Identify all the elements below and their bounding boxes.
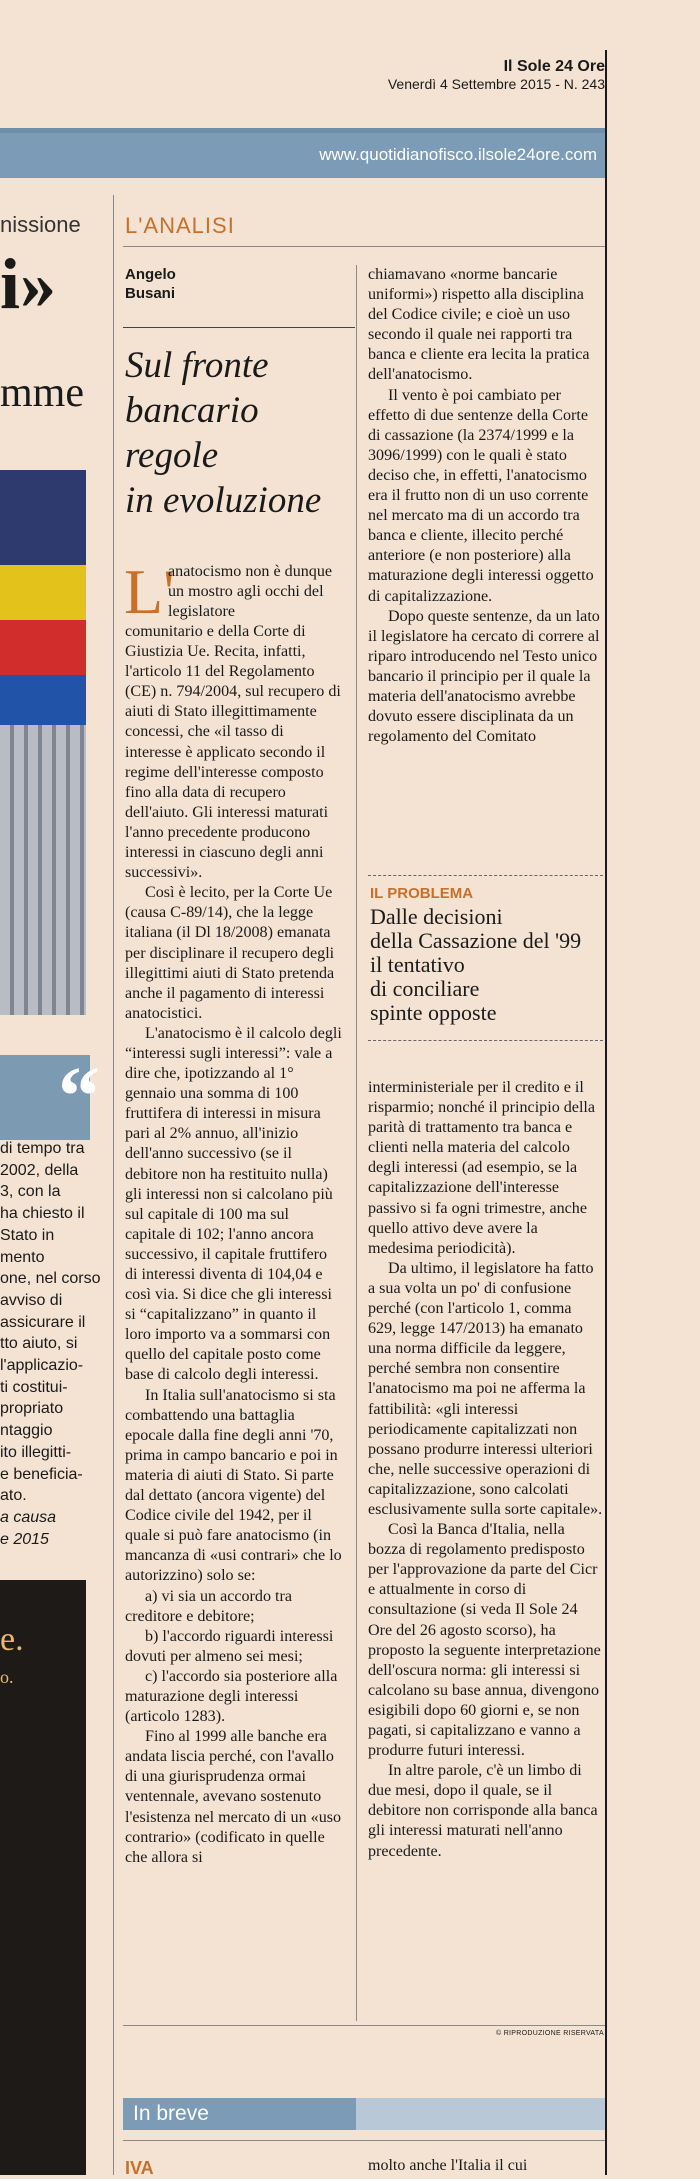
paragraph: Dopo queste sentenze, da un lato il legislatore ha cercato di correre al riparo introducendo nel Testo unico bancario il principio per il quale la materia dell'anatocismo avrebbe dovuto essere disciplinata da un regolamento del Comitato [368,607,600,746]
paragraph: a) vi sia un accordo tra creditore e debitore; [125,1587,293,1625]
ad-text: e. [0,1621,24,1658]
cropped-quote-line: di tempo tra [0,1140,85,1157]
cropped-quote-line: assicurare il [0,1313,86,1331]
box-title-line: di conciliare [370,976,480,1001]
lead-text: anatocismo non è dunque un mostro agli occhi del legislatore [168,563,333,621]
article-end-rule [123,2025,605,2026]
issue-date: Venerdì 4 Settembre 2015 - N. 243 [387,76,605,92]
publication-name: Il Sole 24 Ore [503,58,605,75]
paragraph: interministeriale per il credito e il risparmio; nonché il principio della parità di trattamento tra banca e clienti nella materia del calcolo degli interessi (ad esempio, se la capitalizzazione dell'interesse passivo si fa ogni trimestre, anche quello attivo deve avere la medesima periodicità). [368,1079,596,1257]
box-rule-bottom [368,1040,603,1041]
drop-cap: L' [124,556,175,627]
paragraph: In altre parole, c'è un limbo di due mesi, dopo il quale, se il debitore non corrisponde alla banca gli interessi maturati nell'anno precedente. [368,1762,598,1860]
cropped-quote-line: propriato [0,1400,64,1418]
column-2-bottom [368,1078,603,1862]
cropped-quote-line: 3, con la [0,1183,61,1201]
banner-url[interactable]: www.quotidianofisco.ilsole24ore.com [319,145,597,164]
cropped-quote-line: ha chiesto il [0,1205,85,1223]
quote-mark-icon: “ [58,1050,100,1143]
cropped-quote-line: e beneficia- [0,1465,83,1483]
cropped-source-line: a causa [0,1508,57,1526]
box-kicker: IL PROBLEMA [370,885,474,902]
flags-photo [0,470,86,1015]
in-breve-continuation: molto anche l'Italia il cui [368,2157,528,2174]
box-title [370,905,605,1025]
headline-line: bancario [125,390,259,431]
paragraph: Da ultimo, il legislatore ha fatto a sua volta un po' di confusione perché (con l'articolo 1, comma 629, legge 147/2013) ha emanato una norma difficile da leggere, perché sembra non consentire l'anatocismo ma poi ne afferma la fattibilità: «gli interessi periodicamente capitalizzati non possano produrre interessi ulteriori che, nelle successive operazioni di capitalizzazione, sono calcolati esclusivamente sulla sorte capitale». [368,1259,603,1518]
cropped-quote-line: ato. [0,1487,27,1505]
box-title-line: Dalle decisioni [370,904,503,929]
author-last-name: Busani [125,285,176,302]
cropped-quote-line: ntaggio [0,1422,53,1440]
paragraph: In Italia sull'anatocismo si sta combattendo una battaglia epocale dalla fine degli anni '70, prima in campo bancario e poi in materia di aiuti di Stato. Si parte dal dettato (ancora vigente) del Codice civile del 1942, per il quale si può fare anatocismo (in mancanza di «usi contrari» che lo autorizzino) solo se: [125,1386,342,1585]
paragraph: Il vento è poi cambiato per effetto di due sentenze della Corte di cassazione (la 2374/1999 e la 3096/1999) con le quali è stato deciso che, in effetti, l'anatocismo era il frutto non di un uso corrente nel mercato ma di un accordo tra banca e cliente, illecito perché anteriore (e non posteriore) alla maturazione degli interessi oggetto di capitalizzazione. [368,386,594,605]
box-rule-top [368,875,603,876]
section-kicker: L'ANALISI [125,213,235,238]
box-title-line: il tentativo [370,952,465,977]
column-1 [125,622,343,1868]
headline-line: in evoluzione [125,480,322,521]
paragraph: chiamavano «norme bancarie uniformi») rispetto alla disciplina del Codice civile; e cioè un uso secondo il quale nei rapporti tra banca e cliente era lecita la pratica dell'anatocismo. [368,266,590,384]
column-rule [356,265,357,2021]
cropped-quote-text [0,1138,101,1550]
cropped-quote-line: mento [0,1248,45,1266]
paragraph: L'anatocismo è il calcolo degli “interessi sugli interessi”: vale a dire che, ipotizzando al 1° gennaio una somma di 100 fruttifera di interessi in misura pari al 2% annuo, all'inizio dell'anno successivo (se il debitore non ha restituito nulla) gli interessi non si calcolano più sul capitale di 100 ma sul capitale di 102; l'anno ancora successivo, il capitale fruttifero di interessi diventa di 104,04 e così via. Si dice che gli interessi si “capitalizzano” in quanto il loro importo va a sommarsi con quello del capitale posto come base di calcolo degli interessi. [125,1024,342,1384]
cropped-subheadline: mme [0,370,84,416]
cropped-source-line: e 2015 [0,1530,49,1548]
article-headline [125,343,350,523]
in-breve-kicker: IVA [125,2158,154,2178]
cropped-quote-line: one, nel corso [0,1270,101,1288]
cropped-quote-line: 2002, della [0,1161,79,1179]
paragraph: Così è lecito, per la Corte Ue (causa C-89/14), che la legge italiana (il Dl 18/2008) emanata per disciplinare il recupero degli illegittimi aiuti di Stato pretenda anche il pagamento di interessi anatocistici. [125,884,335,1022]
cropped-quote-line: tto aiuto, si [0,1335,78,1353]
paragraph: b) l'accordo riguardi interessi dovuti per almeno sei mesi; [125,1627,334,1665]
cropped-quote-line: Stato in [0,1226,55,1244]
box-title-line: spinte opposte [370,1000,497,1025]
cropped-quote-line: ito illegitti- [0,1443,72,1461]
url-banner [0,133,605,178]
paragraph: c) l'accordo sia posteriore alla maturazione degli interessi (articolo 1283). [125,1667,338,1726]
cropped-quote-line: l'applicazio- [0,1357,84,1375]
paragraph: Fino al 1999 alle banche era andata liscia perché, con l'avallo di una giurisprudenza ormai ventennale, avevano sostenuto l'esistenza nel mercato di un «uso contrario» (codificato in quelle che allora si [125,1728,342,1866]
cropped-quote-line: ti costitui- [0,1378,68,1396]
headline-line: Sul fronte [125,345,269,386]
column-divider [113,195,114,2175]
box-title-line: della Cassazione del '99 [370,928,582,953]
kicker-rule [123,246,605,247]
author-first-name: Angelo [125,266,176,283]
in-breve-bar-accent [356,2098,605,2130]
column-2-top [368,265,603,747]
in-breve-rule [123,2140,605,2141]
paragraph: comunitario e della Corte di Giustizia Ue. Recita, infatti, l'articolo 11 del Regolamento (CE) n. 794/2004, sul recupero di aiuti di Stato illegittimamente concessi, che «il tasso di interesse è applicato secondo il regime dell'interesse composto fino alla data di recupero dell'aiuto. Gli interessi maturati l'anno precedente producono interessi in ciascuno degli anni successivi». [125,623,341,882]
author-byline [125,265,350,303]
cropped-headline: i» [0,244,57,324]
ad-subtext: o. [0,1667,14,1687]
paragraph: Così la Banca d'Italia, nella bozza di regolamento predisposto per l'approvazione da parte del Cicr e attualmente in corso di consultazione (si veda Il Sole 24 Ore del 26 agosto scorso), ha proposto la seguente interpretazione dell'oscura norma: gli interessi si calcolano su base annua, divengono esigibili dopo 60 giorni e, se non pagati, si capitalizzano e vanno a produrre futuri interessi. [368,1521,601,1760]
headline-line: regole [125,435,219,476]
cropped-kicker: nissione [0,212,81,237]
in-breve-label: In breve [133,2102,209,2125]
copyright-notice: © RIPRODUZIONE RISERVATA [496,2030,604,2037]
author-rule [123,327,355,328]
cropped-quote-line: avviso di [0,1291,63,1309]
page-edge-rule [605,50,607,2175]
